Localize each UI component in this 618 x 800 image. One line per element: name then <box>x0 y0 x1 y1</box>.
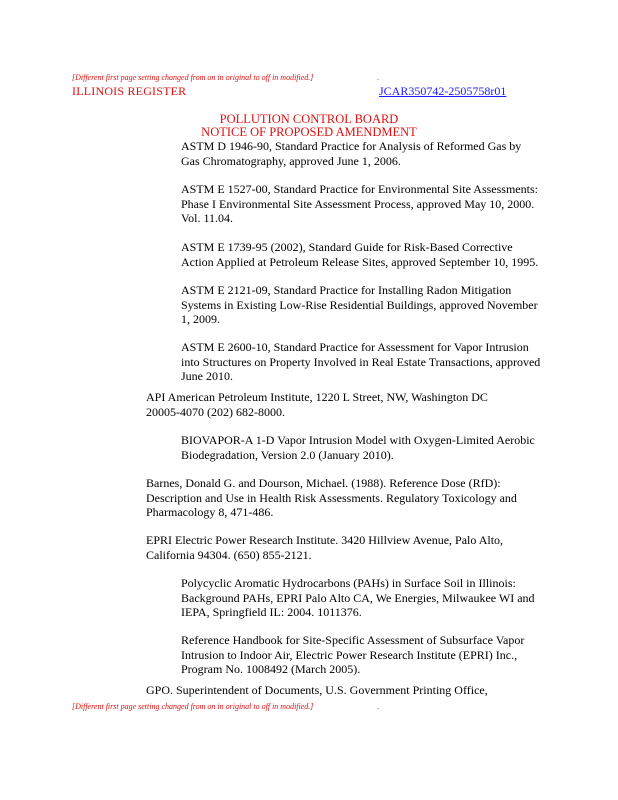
entry-line: Vol. 11.04. <box>181 211 234 225</box>
entry-line: Polycyclic Aromatic Hydrocarbons (PAHs) in Surface Soil in Illinois: <box>181 576 516 590</box>
note-marker-top: . <box>377 73 379 82</box>
entry-line: API American Petroleum Institute, 1220 L Street, NW, Washington DC <box>146 390 488 404</box>
reference-entry <box>146 683 586 698</box>
entry-line: California 94304. (650) 855-2121. <box>146 547 312 562</box>
entry-line: 1, 2009. <box>181 312 220 326</box>
entry-line: ASTM E 1739-95 (2002), Standard Guide for Risk-Based Corrective <box>181 240 513 254</box>
entry-line: Pharmacology 8, 471-486. <box>146 505 274 519</box>
reference-entry <box>181 340 591 384</box>
entry-line: ASTM E 2600-10, Standard Practice for Assessment for Vapor Intrusion <box>181 340 529 354</box>
reference-entry <box>146 533 586 562</box>
reference-entry <box>146 476 586 520</box>
entry-line: Intrusion to Indoor Air, Electric Power Research Institute (EPRI) Inc., <box>181 647 518 662</box>
entry-line: IEPA, Springfield IL: 2004. 1011376. <box>181 605 362 619</box>
entry-line: Biodegradation, Version 2.0 (January 2010). <box>181 447 394 462</box>
entry-line: Phase I Environmental Site Assessment Process, approved May 10, 2000. <box>181 196 535 211</box>
first-page-setting-note-bottom: [Different first page setting changed from on in original to off in modified.] <box>72 702 314 711</box>
notice-title: NOTICE OF PROPOSED AMENDMENT <box>201 125 417 139</box>
reference-entry <box>181 182 591 226</box>
entry-line: EPRI Electric Power Research Institute. 3420 Hillview Avenue, Palo Alto, <box>146 533 504 547</box>
entry-line: ASTM E 1527-00, Standard Practice for Environmental Site Assessments: <box>181 182 538 196</box>
agency-name: POLLUTION CONTROL BOARD <box>219 112 399 126</box>
entry-line: Gas Chromatography, approved June 1, 2006. <box>181 153 401 168</box>
register-title: ILLINOIS REGISTER <box>72 84 187 98</box>
entry-line: June 2010. <box>181 369 233 383</box>
entry-line: BIOVAPOR-A 1-D Vapor Intrusion Model with Oxygen-Limited Aerobic <box>181 433 535 447</box>
entry-line: Systems in Existing Low-Rise Residential Buildings, approved November <box>181 297 538 312</box>
reference-entry <box>181 240 591 269</box>
reference-entry <box>181 576 591 620</box>
reference-entry <box>181 633 591 677</box>
entry-line: 20005-4070 (202) 682-8000. <box>146 404 285 419</box>
entry-line: Description and Use in Health Risk Assessments. Regulatory Toxicology and <box>146 490 517 505</box>
entry-line: GPO. Superintendent of Documents, U.S. Government Printing Office, <box>146 683 488 697</box>
entry-line: Background PAHs, EPRI Palo Alto CA, We Energies, Milwaukee WI and <box>181 590 535 605</box>
entry-line: Program No. 1008492 (March 2005). <box>181 662 361 676</box>
reference-entry <box>181 433 591 462</box>
entry-line: into Structures on Property Involved in Real Estate Transactions, approved <box>181 354 541 369</box>
entry-line: Reference Handbook for Site-Specific Assessment of Subsurface Vapor <box>181 633 525 647</box>
reference-entry <box>181 139 591 168</box>
entry-line: Action Applied at Petroleum Release Sites, approved September 10, 1995. <box>181 254 539 269</box>
entry-line: ASTM E 2121-09, Standard Practice for Installing Radon Mitigation <box>181 283 512 297</box>
reference-entry <box>146 390 586 419</box>
reference-entry <box>181 283 591 327</box>
entry-line: ASTM D 1946-90, Standard Practice for Analysis of Reformed Gas by <box>181 139 522 153</box>
entry-line: Barnes, Donald G. and Dourson, Michael. (1988). Reference Dose (RfD): <box>146 476 501 490</box>
jcar-reference-link[interactable]: JCAR350742-2505758r01 <box>379 84 507 98</box>
note-marker-bottom: . <box>377 702 379 711</box>
first-page-setting-note-top: [Different first page setting changed from on in original to off in modified.] <box>72 73 314 82</box>
